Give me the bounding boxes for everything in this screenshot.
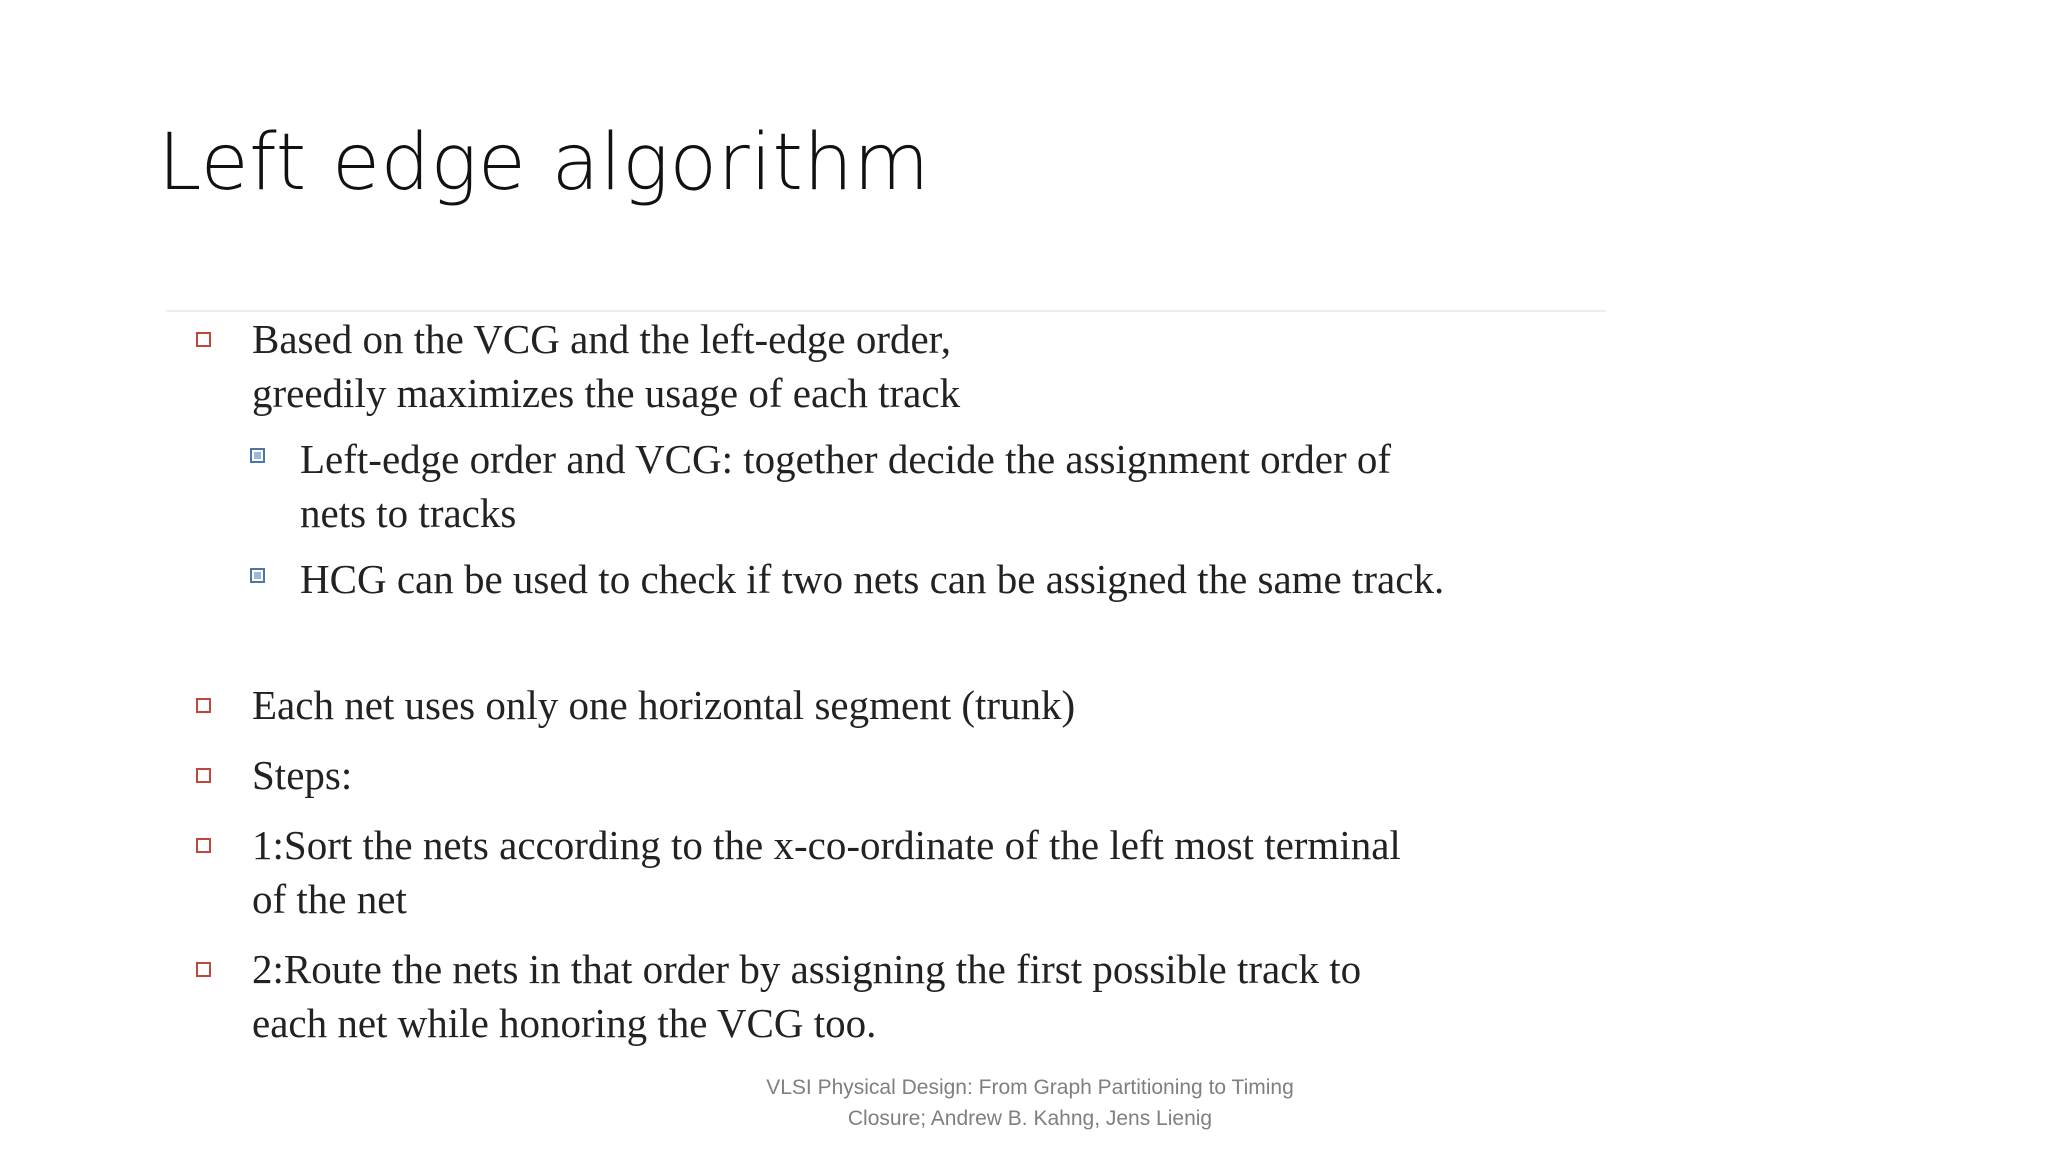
bullet-line: nets to tracks xyxy=(300,490,517,536)
bullet-line: Each net uses only one horizontal segment (trunk) xyxy=(252,682,1076,728)
bullet-line: Steps: xyxy=(252,752,353,798)
sub-bullet-square-icon xyxy=(250,448,265,463)
bullet-item xyxy=(252,942,1361,1050)
footer-credit xyxy=(680,1072,1380,1134)
bullet-list-image xyxy=(166,310,1606,1046)
bullet-line: greedily maximizes the usage of each track xyxy=(252,370,961,416)
bullet-line: Based on the VCG and the left-edge order, xyxy=(252,316,951,362)
sub-bullet-item xyxy=(300,432,1391,540)
bullet-item xyxy=(252,818,1401,926)
bullet-square-icon xyxy=(196,768,211,783)
footer-line: Closure; Andrew B. Kahng, Jens Lienig xyxy=(847,1107,1213,1130)
bullet-line: of the net xyxy=(252,876,407,922)
sub-bullet-square-icon xyxy=(250,568,265,583)
bullet-line: 1:Sort the nets according to the x-co-ordinate of the left most terminal xyxy=(252,822,1401,868)
footer-line: VLSI Physical Design: From Graph Partitioning to Timing xyxy=(766,1076,1294,1099)
bullet-square-icon xyxy=(196,838,211,853)
bullet-line: 2:Route the nets in that order by assigning the first possible track to xyxy=(252,946,1362,992)
bullet-line: HCG can be used to check if two nets can be assigned the same track. xyxy=(300,556,1445,602)
bullet-line: Left-edge order and VCG: together decide the assignment order of xyxy=(300,436,1392,482)
bullet-item xyxy=(252,748,352,802)
bullet-square-icon xyxy=(196,332,211,347)
bullet-square-icon xyxy=(196,962,211,977)
sub-bullet-item xyxy=(300,552,1444,606)
bullet-item xyxy=(252,312,960,420)
bullet-item xyxy=(252,678,1075,732)
bullet-line: each net while honoring the VCG too. xyxy=(252,1000,877,1046)
bullet-square-icon xyxy=(196,698,211,713)
slide-title: Left edge algorithm xyxy=(158,118,930,208)
